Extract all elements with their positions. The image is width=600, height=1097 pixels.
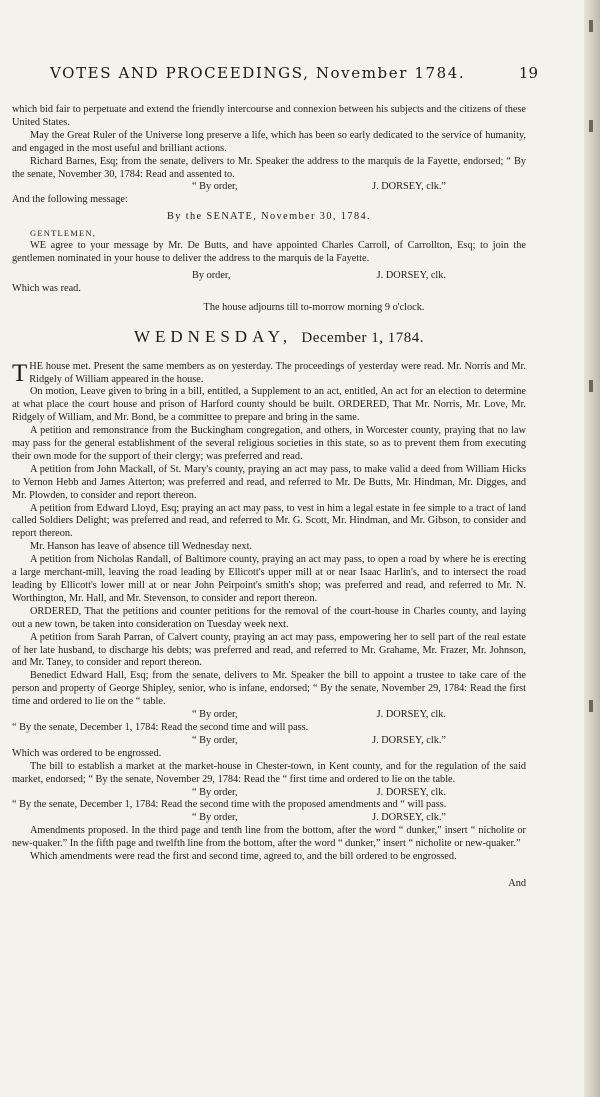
paragraph: Which was read. [12,282,81,294]
edge-mark [589,700,593,712]
page-number: 19 [518,64,538,82]
paragraph: A petition from John Mackall, of St. Mary's county, praying an act may pass, to make valid a deed from William Hicks to Vernon Hebb and James Atterton; was preferred and read, and referred to Mr. De Butts, Mr. Hindman, Mr. Digges, and Mr. Plowden, to consider and report thereon. [12,463,526,501]
paragraph [12,361,526,387]
clerk-name: J. DORSEY, clk. [376,786,446,798]
senate-heading: By the SENATE, November 30, 1784. [166,211,372,223]
by-order: “ By order, [192,181,238,193]
drop-cap: T [12,359,28,387]
paragraph: On motion, Leave given to bring in a bill, entitled, a Supplement to an act, entitled, An act for an election to determine at what place the court house and prison of Harford county should be built. ORDERED, That Mr. Norris, Mr. Love, Mr. Ridgely of William, and Mr. Bond, be a committee to prepare and bring in the same. [12,386,526,424]
paragraph: Richard Barnes, Esq; from the senate, delivers to Mr. Speaker the address to the marquis de la Fayette, endorsed; “ By the senate, November 30, 1784: Read and assented to. [12,155,526,180]
header-title: VOTES AND PROCEEDINGS, November 1784. [50,64,466,82]
paragraph: Amendments proposed. In the third page and tenth line from the bottom, after the word “ dunker,” insert “ nicholite or new-quaker.” In the fifth page and twelfth line from the bottom, after the word “ dunker,” insert “ nicholite or new-quaker.” [12,825,526,850]
by-order: “ By order, [192,709,238,721]
paragraph: Which amendments were read the first and second time, agreed to, and the bill ordered to be engrossed. [30,851,457,863]
running-header [12,64,538,84]
edge-mark [589,20,593,32]
edge-mark [589,120,593,132]
signature-line [12,787,526,800]
by-order: By order, [192,269,231,281]
by-order: “ By order, [192,812,238,824]
clerk-name: J. DORSEY, clk. [376,269,446,281]
paragraph: “ By the senate, December 1, 1784: Read the second time and will pass. [12,721,309,733]
salutation: GENTLEMEN, [30,228,97,239]
signature-line [12,709,526,722]
adjournment: The house adjourns till to-morrow morning 9 o'clock. [203,301,425,313]
paragraph: And the following message: [12,194,128,206]
day-name: WEDNESDAY, [133,326,293,346]
clerk-name: J. DORSEY, clk.” [372,181,446,193]
paragraph: “ By the senate, December 1, 1784: Read the second time with the proposed amendments and “ will pass. [12,799,447,811]
paragraph: ORDERED, That the petitions and counter petitions for the removal of the court-house in Charles county, and laying out a new town, be taken into consideration on Tuesday week next. [12,605,526,630]
signature-line [12,812,526,825]
signature-line [12,181,526,194]
paragraph: Which was ordered to be engrossed. [12,747,162,759]
edge-mark [589,380,593,392]
paragraph: WE agree to your message by Mr. De Butts, and have appointed Charles Carroll, of Carrollton, Esq; to join the gentlemen nominated in your house to deliver the address to the marquis de la Fayette. [12,240,526,264]
page-edge [584,0,600,1097]
catchword: And [508,877,526,889]
paragraph: Mr. Hanson has leave of absence till Wednesday next. [30,541,253,553]
day-heading [12,326,526,353]
by-order: “ By order, [192,734,238,746]
paragraph-text: HE house met. Present the same members as on yesterday. The proceedings of yesterday were read. Mr. Norris and Mr. Ridgely of William appeared in the house. [29,360,526,385]
clerk-name: J. DORSEY, clk. [376,709,446,721]
paragraph: A petition from Nicholas Randall, of Baltimore county, praying an act may pass, to open a road by where he is erecting a large merchant-mill, leaving the road leading by Ellicott's upper mill at or near Isaac Harlin's, and to intersect the road leading by Ellicott's lower mill at or near John Peirpoint's smith's shop; was preferred and read, and referred to Mr. N. Worthington, Mr. Hall, and Mr. Stevenson, to consider and report thereon. [12,554,526,604]
by-order: “ By order, [192,786,238,798]
paragraph: Benedict Edward Hall, Esq; from the senate, delivers to Mr. Speaker the bill to appoint a trustee to take care of the person and property of George Shipley, senior, who is infane, endorsed; “ By the senate, November 29, 1784: Read the first time and ordered to lie on the “ table. [12,670,526,708]
clerk-name: J. DORSEY, clk.” [372,734,446,746]
paragraph: A petition and remonstrance from the Buckingham congregation, and others, in Worcester county, praying that no law may pass for the general establishment of the several religious societies in this state, so as to prevent them from executing their own mode for the support of their clergy; was preferred and read. [12,425,526,462]
signature-line [12,735,526,748]
paragraph: The bill to establish a market at the market-house in Chester-town, in Kent county, and for the regulation of the said market, endorsed; “ By the senate, November 29, 1784: Read the “ first time and ordered to lie on the table. [12,760,526,785]
paragraph: which bid fair to perpetuate and extend the friendly intercourse and connexion between his subjects and the citizens of these United States. [12,104,526,128]
paragraph: A petition from Sarah Parran, of Calvert county, praying an act may pass, empowering her to sell part of the real estate of her late husband, to discharge his debts; was preferred and read, and referred to Mr. Grahame, Mr. Frazer, Mr. Johnson, and Mr. Taney, to consider and report thereon. [12,631,526,669]
signature-line [12,270,526,283]
clerk-name: J. DORSEY, clk.” [372,812,446,824]
paragraph: May the Great Ruler of the Universe long preserve a life, which has been so early dedicated to the service of humanity, and engaged in the most useful and brilliant actions. [12,129,526,154]
page-body [12,104,526,891]
day-date: December 1, 1784. [301,329,425,346]
paragraph: A petition from Edward Lloyd, Esq; praying an act may pass, to vest in him a legal estate in fee simple to a tract of land called Soldiers Delight; was preferred and read, and referred to Mr. G. Scott, Mr. Hindman, and Mr. Gibson, to consider and report thereon. [12,502,526,540]
